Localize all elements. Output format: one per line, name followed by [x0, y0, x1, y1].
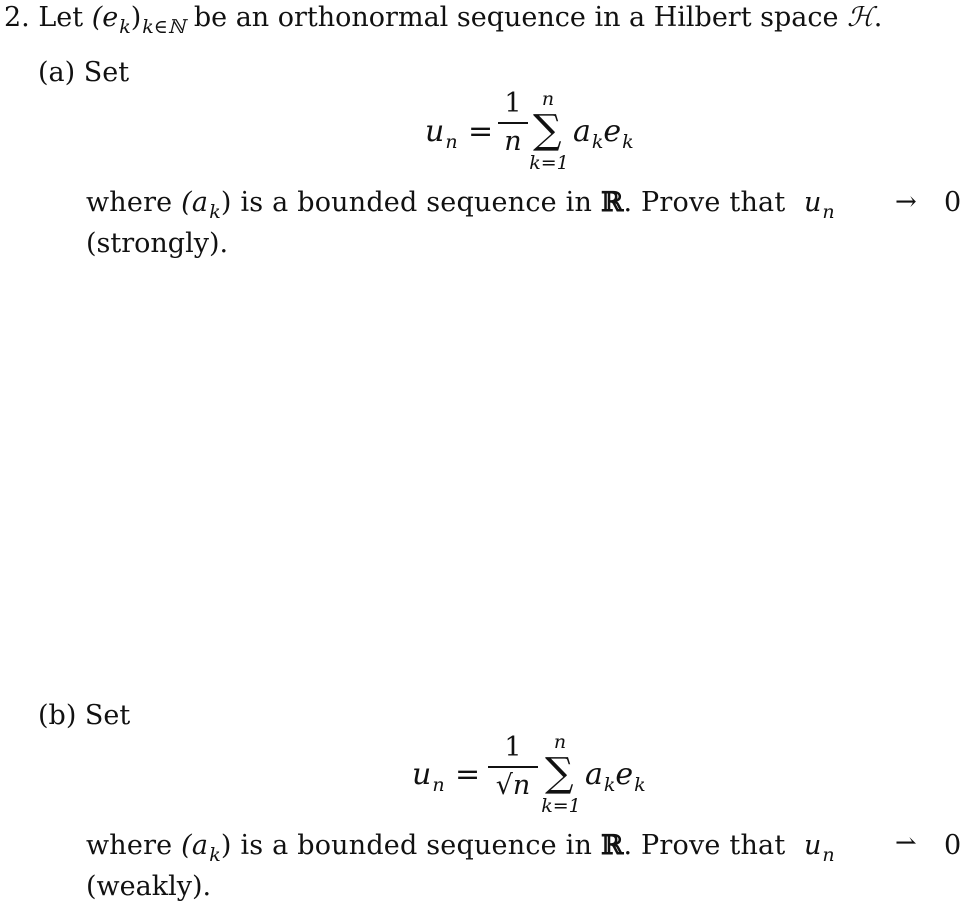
part-b-label: (b) Set [38, 700, 131, 731]
problem-number: 2. [4, 2, 30, 33]
part-b-prove-text: . Prove that [623, 830, 786, 861]
part-a-mode: (strongly). [86, 228, 229, 259]
part-a-prove-text: . Prove that [623, 187, 786, 218]
part-b-frac-bar [488, 766, 538, 768]
part-a-strong-arrow: → [895, 187, 917, 217]
part-a-seq-close: ) [220, 187, 232, 218]
part-a-seq-open: (a [181, 187, 209, 218]
part-b-seq-close: ) [220, 830, 232, 861]
sequence-index: k∈ℕ [142, 16, 186, 38]
part-a-sum-upper: n [541, 88, 555, 110]
part-a-seq [181, 187, 232, 223]
sequence-close: ) [130, 2, 142, 33]
part-a-term-a-sub: k [591, 131, 604, 153]
part-b-term [585, 757, 646, 796]
part-a-sum-lower: k=1 [529, 152, 569, 174]
part-a-sum-symbol: ∑ [533, 107, 562, 153]
part-b-frac-num: 1 [504, 732, 522, 763]
intro-end: . [873, 2, 883, 33]
part-b-weak-arrow: ⇀ [895, 828, 917, 858]
part-a-frac-bar [498, 122, 528, 124]
intro-suffix: be an orthonormal sequence in a Hilbert space [193, 2, 839, 33]
part-a-term [573, 114, 634, 153]
part-b-seq [181, 830, 232, 866]
part-b-limit: 0 [944, 830, 962, 861]
part-b-seq-sub: k [209, 844, 221, 866]
problem-statement [4, 2, 883, 38]
part-a-equals: = [468, 114, 494, 149]
part-a-limit: 0 [944, 187, 962, 218]
part-b-seq-open: (a [181, 830, 209, 861]
part-b-sum-symbol: ∑ [545, 750, 574, 796]
part-a-term-e: e [603, 114, 622, 149]
part-b-mid-text: is a bounded sequence in [240, 830, 593, 861]
part-b-lhs-var: u [412, 757, 432, 792]
part-a-term-a: a [573, 114, 591, 149]
part-a-lhs-sub: n [445, 131, 458, 153]
part-b-term-e-sub: k [634, 774, 646, 796]
part-b-mode: (weakly). [86, 871, 212, 902]
part-b-equals: = [455, 757, 481, 792]
part-b-term-e: e [615, 757, 634, 792]
sequence-var: (e [91, 2, 119, 33]
part-a-label: (a) Set [38, 57, 130, 88]
sequence-sub: k [119, 16, 131, 38]
part-a-conv-sub: n [822, 201, 835, 223]
part-b-conv-sub: n [822, 844, 835, 866]
part-b-where-text: where [86, 830, 173, 861]
part-a-seq-sub: k [209, 201, 221, 223]
part-b-frac-den: √n [495, 770, 531, 801]
part-b-term-a-sub: k [603, 774, 616, 796]
part-b-reals: ℝ [600, 830, 624, 861]
part-a-term-e-sub: k [622, 131, 634, 153]
part-a-where-text: where [86, 187, 173, 218]
part-b-lhs [412, 757, 445, 796]
part-b-sum-upper: n [553, 731, 567, 753]
part-a-lhs [425, 114, 458, 153]
part-a-lhs-var: u [425, 114, 445, 149]
part-a-mid-text: is a bounded sequence in [240, 187, 593, 218]
part-b-term-a: a [585, 757, 603, 792]
part-b-fraction [488, 732, 538, 802]
part-b-lhs-sub: n [432, 774, 445, 796]
hilbert-space-symbol: ℋ [847, 2, 874, 33]
part-b-conv-u: u [804, 830, 822, 861]
part-a-reals: ℝ [600, 187, 624, 218]
part-a-frac-num: 1 [504, 88, 522, 119]
intro-prefix: Let [38, 2, 84, 33]
part-b-conv-var [804, 830, 835, 866]
part-b-sum-lower: k=1 [541, 795, 581, 817]
part-a-fraction [498, 88, 528, 158]
part-a-frac-den: n [504, 126, 522, 157]
part-a-conv-var [804, 187, 835, 223]
part-a-conv-u: u [804, 187, 822, 218]
